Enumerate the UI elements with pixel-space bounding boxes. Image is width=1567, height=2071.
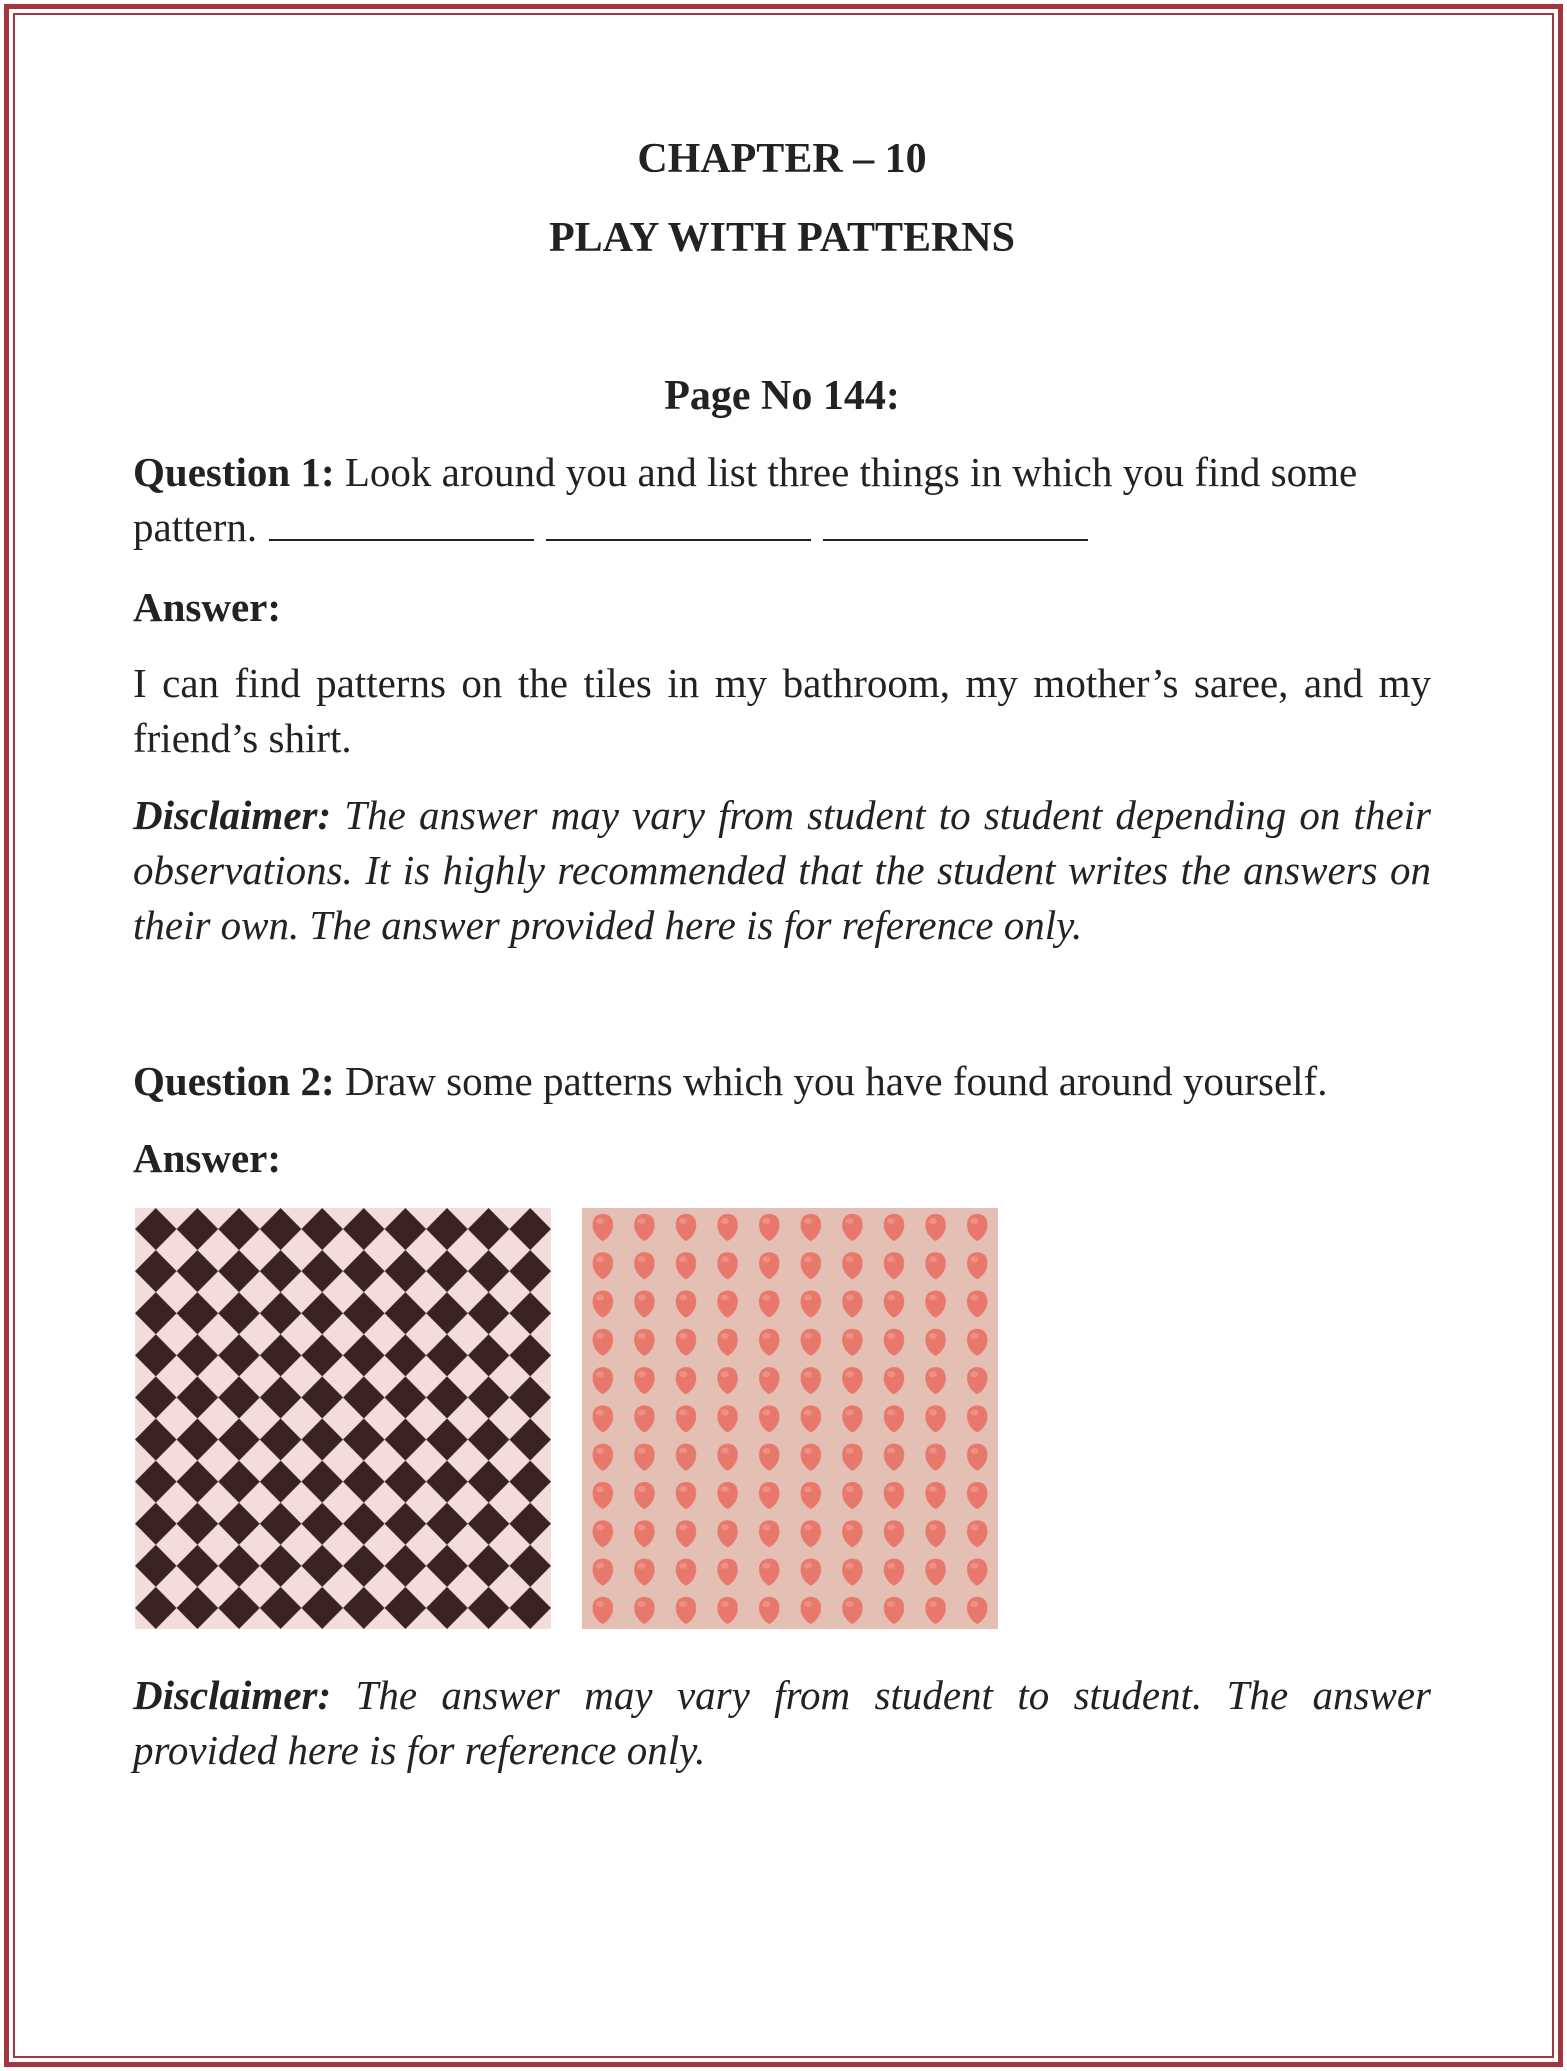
page-reference: Page No 144: bbox=[664, 373, 900, 419]
disclaimer-text: The answer may vary from student to student. The answer provided here is for reference only. bbox=[133, 1672, 1431, 1773]
question-1-text: Look around you and list three things in which you find some bbox=[334, 449, 1358, 495]
chapter-heading: CHAPTER – 10 bbox=[637, 136, 927, 182]
question-1-answer-text: I can find patterns on the tiles in my bathroom, my mother’s saree, and my friend’s shirt. bbox=[133, 660, 1431, 761]
answer-blank-2 bbox=[546, 507, 811, 541]
question-2-label: Question 2: bbox=[133, 1058, 335, 1104]
question-1-label: Question 1: bbox=[133, 449, 335, 495]
answer-blank-3 bbox=[823, 507, 1088, 541]
question-2-text: Draw some patterns which you have found around yourself. bbox=[334, 1058, 1328, 1104]
question-2 bbox=[133, 1054, 1431, 1109]
disclaimer-label: Disclaimer: bbox=[133, 1672, 332, 1718]
question-1-disclaimer bbox=[133, 788, 1431, 953]
question-1-text-continued: pattern. bbox=[133, 504, 258, 550]
disclaimer-text: The answer may vary from student to student depending on their observations. It is highly recommended that the student writes the answers on their own. The answer provided here is for reference only. bbox=[133, 792, 1431, 948]
question-1 bbox=[133, 445, 1431, 555]
question-1-answer-label: Answer: bbox=[133, 584, 282, 630]
checkerboard-pattern-image bbox=[135, 1208, 551, 1629]
chapter-title: PLAY WITH PATTERNS bbox=[549, 215, 1015, 261]
disclaimer-label: Disclaimer: bbox=[133, 792, 332, 838]
droplet-pattern-image bbox=[582, 1208, 998, 1629]
question-2-answer-label: Answer: bbox=[133, 1135, 282, 1181]
answer-blank-1 bbox=[269, 507, 534, 541]
question-2-disclaimer bbox=[133, 1668, 1431, 1778]
